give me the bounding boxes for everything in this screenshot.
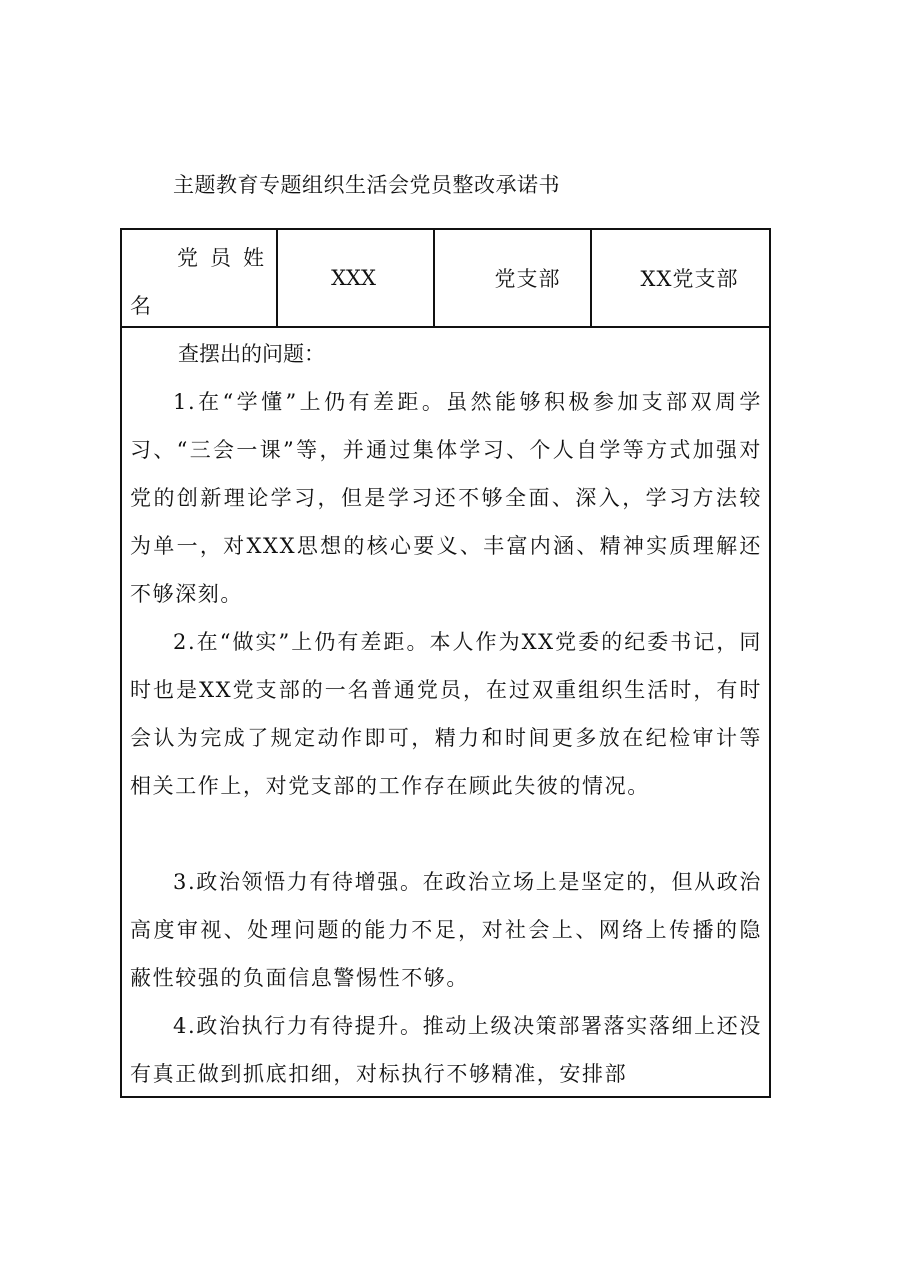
member-name-label-line2: 名 [130,294,151,318]
document-title: 主题教育专题组织生活会党员整改承诺书 [173,173,560,197]
member-name-label-line1: 党员姓 [177,246,276,270]
issue-item-1: 1.在“学懂”上仍有差距。虽然能够积极参加支部双周学习、“三会一课”等，并通过集体学习、个人自学等方式加强对党的创新理论学习，但是学习还不够全面、深入，学习方法较为单一，对XXX思想的核心要义、丰富内涵、精神实质理解还不够深刻。 [130,390,762,606]
issue-item-4: 4.政治执行力有待提升。推动上级决策部署落实落细上还没有真正做到抓底扣细，对标执行不够精准，安排部 [130,1014,762,1086]
issue-item-3: 3.政治领悟力有待增强。在政治立场上是坚定的，但从政治高度审视、处理问题的能力不足，对社会上、网络上传播的隐蔽性较强的负面信息警惕性不够。 [130,870,762,990]
issues-heading: 查摆出的问题： [178,342,325,366]
member-info-row [122,230,769,328]
issue-item-2: 2.在“做实”上仍有差距。本人作为XX党委的纪委书记，同时也是XX党支部的一名普通党员，在过双重组织生活时，有时会认为完成了规定动作即可，精力和时间更多放在纪检审计等相关工作上，对党支部的工作存在顾此失彼的情况。 [130,630,762,798]
party-branch-label: 党支部 [435,230,592,326]
commitment-form-table [120,228,771,1098]
party-branch-value: XX党支部 [640,267,739,291]
member-name-value: XXX [278,230,435,326]
member-name-label-cell [122,230,278,326]
